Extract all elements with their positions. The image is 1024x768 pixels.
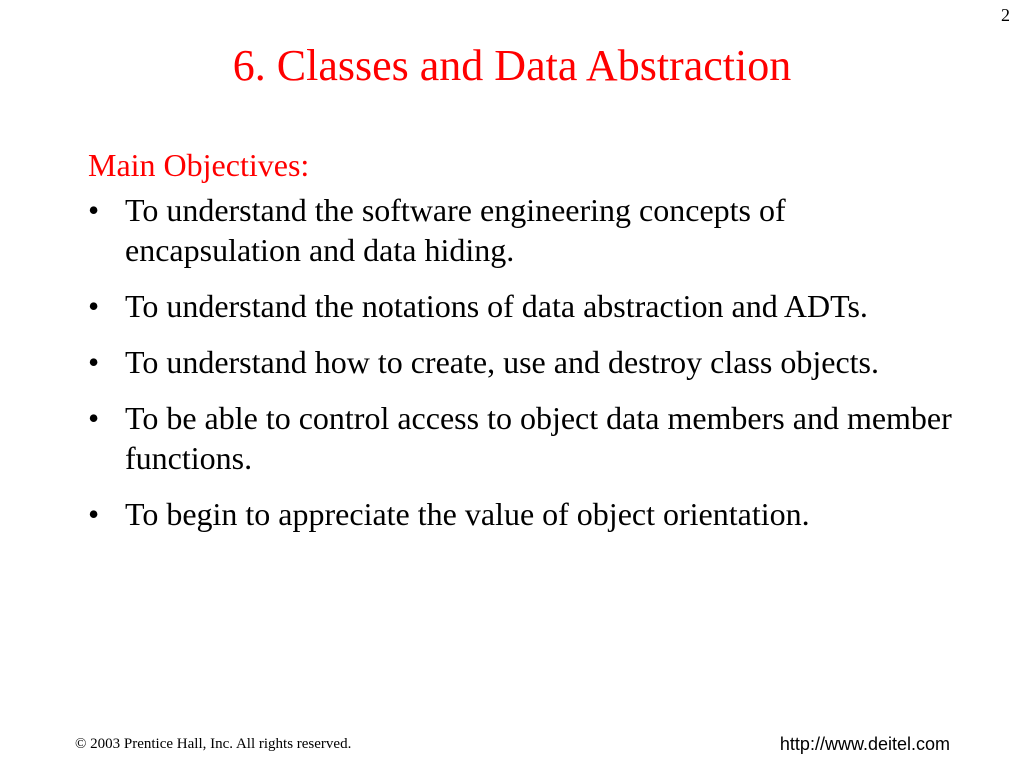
objectives-list	[88, 190, 968, 534]
footer-copyright: © 2003 Prentice Hall, Inc. All rights reserved.	[75, 736, 352, 752]
bullet-icon: •	[88, 400, 100, 436]
objective-text: To understand the software engineering concepts of encapsulation and data hiding.	[125, 192, 786, 268]
objective-text: To understand the notations of data abstraction and ADTs.	[125, 288, 868, 324]
objective-item	[88, 494, 968, 534]
objective-text: To be able to control access to object data members and member functions.	[125, 400, 952, 476]
bullet-icon: •	[88, 288, 100, 324]
objective-item	[88, 286, 968, 326]
bullet-icon: •	[88, 496, 100, 532]
objective-item	[88, 190, 968, 270]
slide-content	[88, 146, 968, 550]
objective-text: To begin to appreciate the value of object orientation.	[125, 496, 810, 532]
objective-text: To understand how to create, use and destroy class objects.	[125, 344, 879, 380]
objective-item	[88, 398, 968, 478]
page-number: 2	[1001, 5, 1010, 25]
bullet-icon: •	[88, 344, 100, 380]
objectives-heading: Main Objectives:	[88, 147, 310, 183]
slide-title: 6. Classes and Data Abstraction	[232, 41, 792, 90]
bullet-icon: •	[88, 192, 100, 228]
objective-item	[88, 342, 968, 382]
footer-url-link[interactable]: http://www.deitel.com	[779, 734, 950, 754]
